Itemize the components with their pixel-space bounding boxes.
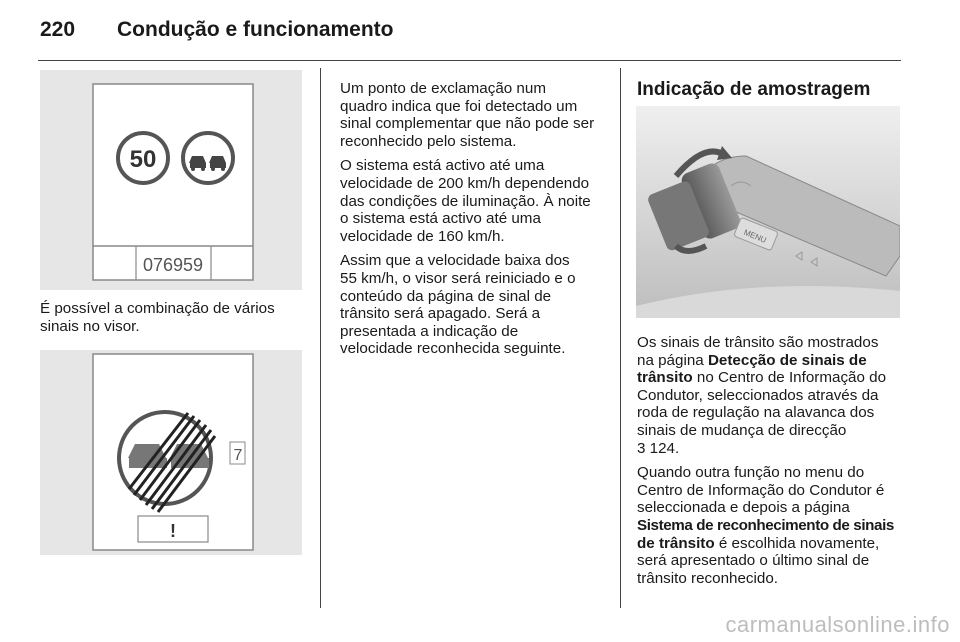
text-line: presentada a indicação de: [340, 322, 519, 340]
text-line: [637, 535, 907, 553]
text-line: É possível a combinação de vários: [40, 300, 275, 317]
text-line: Centro de Informação do Condutor é: [637, 481, 885, 499]
paragraph: [340, 252, 610, 358]
menu-reference-bold: Detecção de sinais de: [707, 351, 867, 369]
text-line: Assim que a velocidade baixa dos: [340, 252, 570, 270]
text-line: roda de regulação na alavanca dos: [637, 404, 875, 422]
menu-reference-bold: Sistema de reconhecimento de sinais: [637, 516, 894, 534]
column-divider-2: [620, 68, 621, 608]
chapter-title: Condução e funcionamento: [117, 18, 394, 41]
header-rule: [38, 60, 901, 61]
lever-illustration: [636, 106, 900, 318]
text-line: [637, 517, 907, 535]
text-line: conteúdo da página de sinal de: [340, 287, 552, 305]
page-number: 220: [40, 18, 76, 41]
text-line: O sistema está activo até uma: [340, 157, 545, 175]
menu-reference-bold: de trânsito: [637, 534, 715, 552]
column-divider-1: [320, 68, 321, 608]
figure-display-end-no-overtaking: [40, 350, 302, 555]
no-overtaking-sign: [183, 133, 233, 183]
paragraph: [637, 464, 907, 587]
text-line: das condições de iluminação. À noite: [340, 192, 591, 210]
paragraph: [637, 334, 907, 457]
text-line: velocidade de 200 km/h dependendo: [340, 174, 590, 192]
right-column-text: [637, 334, 907, 594]
text-line: quadro indica que foi detectado um: [340, 97, 578, 115]
speed-limit-value: 50: [129, 146, 157, 173]
menu-reference-bold: trânsito: [637, 369, 693, 387]
text-line: [637, 369, 907, 387]
text-line: sinais no visor.: [40, 317, 140, 335]
text-line: [637, 352, 907, 370]
middle-column-text: [340, 80, 610, 365]
left-caption: [40, 300, 310, 335]
watermark: carmanualsonline.info: [725, 612, 950, 637]
text-fragment: é escolhida novamente,: [714, 534, 880, 552]
paragraph: [340, 157, 610, 245]
speed-limit-sign: [118, 133, 168, 183]
text-line: Um ponto de exclamação num: [340, 80, 546, 97]
text-line: sinais de mudança de direcção: [637, 421, 847, 439]
exclamation-mark: !: [170, 521, 176, 541]
page-reference: 3 124.: [637, 439, 680, 457]
text-line: trânsito reconhecido.: [637, 569, 778, 587]
text-line: será apresentado o último sinal de: [637, 552, 870, 570]
small-sign-number: 7: [233, 447, 243, 464]
odometer-counter: 076959: [142, 255, 204, 275]
text-line: Quando outra função no menu do: [637, 464, 865, 482]
paragraph: [340, 80, 610, 150]
display-illustration: [40, 70, 302, 290]
text-fragment: na página: [637, 351, 708, 369]
text-line: o sistema está activo até uma: [340, 210, 541, 228]
section-heading: Indicação de amostragem: [637, 79, 871, 100]
text-line: velocidade de 160 km/h.: [340, 227, 505, 245]
text-line: Os sinais de trânsito são mostrados: [637, 334, 879, 351]
menu-button-label: MENU: [742, 227, 768, 245]
text-line: sinal complementar que não pode ser: [340, 115, 595, 133]
text-fragment: no Centro de Informação do: [692, 369, 887, 387]
text-line: 55 km/h, o visor será reiniciado e o: [340, 269, 576, 287]
text-line: velocidade reconhecida seguinte.: [340, 340, 566, 358]
figure-turn-signal-lever: [636, 106, 900, 318]
figure-display-multiple-signs: [40, 70, 302, 290]
display-illustration-2: [40, 350, 302, 555]
text-line: reconhecido pelo sistema.: [340, 132, 517, 150]
text-line: Condutor, seleccionados através da: [637, 386, 879, 404]
text-line: seleccionada e depois a página: [637, 499, 850, 517]
text-line: trânsito será apagado. Será a: [340, 305, 541, 323]
